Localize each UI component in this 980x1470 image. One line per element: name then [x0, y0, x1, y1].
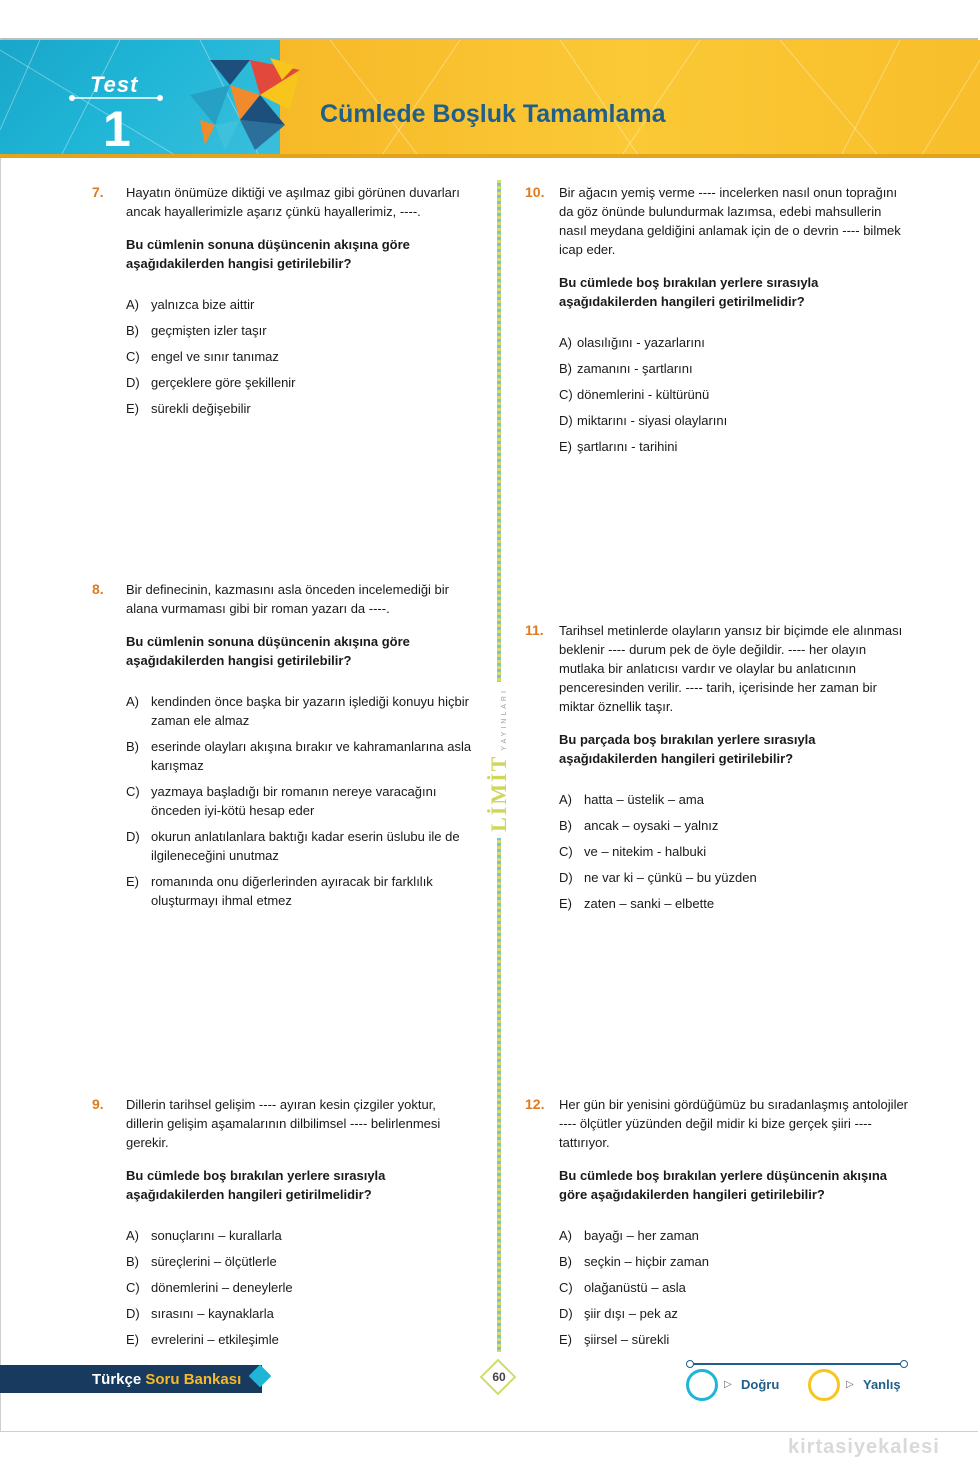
publisher-name: LİMİT — [486, 754, 511, 832]
score-line-end-dot — [900, 1360, 908, 1368]
option-letter: C) — [559, 387, 573, 402]
option-text: kendinden önce başka bir yazarın işlediği konuyu hiçbir zaman ele almaz — [151, 694, 469, 728]
answer-option[interactable] — [559, 1252, 909, 1271]
option-letter: E) — [126, 1332, 139, 1347]
book-title-suffix: Soru Bankası — [145, 1371, 242, 1388]
option-letter: A) — [559, 335, 572, 350]
page-title: Cümlede Boşluk Tamamlama — [320, 100, 666, 128]
option-letter: D) — [126, 1306, 140, 1321]
answer-option[interactable] — [126, 737, 476, 775]
book-title — [92, 1371, 241, 1388]
question-7 — [92, 183, 476, 425]
option-text: miktarını - siyasi olaylarını — [577, 413, 728, 428]
option-text: engel ve sınır tanımaz — [151, 349, 279, 364]
question-stem: Bir definecinin, kazmasını asla önceden incelemediği bir alana vurmaması gibi bir roman yazarı da ----. — [126, 582, 450, 616]
answer-options — [126, 1226, 476, 1349]
question-stem: Tarihsel metinlerde olayların yansız bir biçimde ele alınması beklenir ---- durum pek de öyle değildir. ---- her olayın mutlaka bir anlatıcısı vardır ve olaylar bu anlatıcının penceresinden verilir. ---- tarih, içerisinde her zaman bir miktar öznellik taşır. — [559, 623, 903, 714]
option-text: ne var ki – çünkü – bu yüzden — [584, 870, 757, 885]
answer-option[interactable] — [126, 373, 476, 392]
question-stem: Her gün bir yenisini gördüğümüz bu sıradanlaşmış antolojiler ---- ölçütler yüzünden değil midir ki bize gerçek şiiri ---- tattırıyor. — [559, 1097, 909, 1150]
option-letter: C) — [126, 349, 140, 364]
answer-option[interactable] — [126, 782, 476, 820]
option-letter: D) — [126, 375, 140, 390]
option-text: dönemlerini - kültürünü — [577, 387, 710, 402]
answer-option[interactable] — [126, 1330, 476, 1349]
answer-options — [559, 1226, 909, 1349]
question-number: 10. — [525, 184, 545, 200]
question-stem: Bir ağacın yemiş verme ---- incelerken nasıl onun toprağını da göz önünde bulundurmak lazımsa, edebi mahsullerin nasıl meydana geldiğini anlamak için de o devrin ---- bilmek icap eder. — [559, 185, 901, 257]
question-prompt: Bu cümlede boş bırakılan yerlere sırasıyla aşağıdakilerden hangileri getirilmelidir? — [559, 275, 819, 309]
option-text: geçmişten izler taşır — [151, 323, 267, 338]
option-letter: E) — [126, 874, 139, 889]
question-number: 11. — [525, 622, 544, 638]
answer-options — [559, 333, 909, 456]
option-letter: C) — [126, 1280, 140, 1295]
test-number: 1 — [103, 101, 131, 157]
option-letter: D) — [559, 413, 573, 428]
option-letter: C) — [126, 784, 140, 799]
answer-option[interactable] — [126, 872, 476, 910]
question-11 — [525, 621, 909, 920]
correct-arrow-icon: ▷ — [724, 1379, 732, 1390]
option-letter: A) — [126, 694, 139, 709]
option-letter: E) — [559, 896, 572, 911]
answer-options — [126, 692, 476, 910]
answer-option[interactable] — [126, 1226, 476, 1245]
question-12 — [525, 1095, 909, 1356]
answer-options — [559, 790, 909, 913]
wrong-label: Yanlış — [863, 1377, 901, 1392]
option-letter: C) — [559, 1280, 573, 1295]
option-text: okurun anlatılanlara baktığı kadar eserin üslubu ile de ilgileneceğini unutmaz — [151, 829, 460, 863]
answer-option[interactable] — [559, 385, 909, 404]
answer-option[interactable] — [126, 295, 476, 314]
answer-option[interactable] — [559, 411, 909, 430]
option-text: zaten – sanki – elbette — [584, 896, 715, 911]
option-text: bayağı – her zaman — [584, 1228, 699, 1243]
test-label: Test — [90, 72, 139, 97]
answer-option[interactable] — [559, 894, 909, 913]
option-letter: A) — [126, 1228, 139, 1243]
option-letter: B) — [126, 739, 139, 754]
question-10 — [525, 183, 909, 463]
option-letter: D) — [559, 1306, 573, 1321]
question-number: 7. — [92, 184, 104, 200]
option-text: sürekli değişebilir — [151, 401, 251, 416]
book-title-prefix: Türkçe — [92, 1371, 142, 1388]
score-line-start-dot — [686, 1360, 694, 1368]
answer-options — [126, 295, 476, 418]
question-prompt: Bu parçada boş bırakılan yerlere sırasıyla aşağıdakilerden hangileri getirilebilir? — [559, 732, 816, 766]
answer-option[interactable] — [559, 816, 909, 835]
option-text: yazmaya başladığı bir romanın nereye varacağını önceden iyi-kötü hesap eder — [151, 784, 437, 818]
option-letter: B) — [126, 1254, 139, 1269]
option-text: olağanüstü – asla — [584, 1280, 686, 1295]
question-prompt: Bu cümlede boş bırakılan yerlere düşüncenin akışına göre aşağıdakilerden hangileri getirilebilir? — [559, 1168, 888, 1202]
correct-label: Doğru — [741, 1377, 780, 1392]
page-number-badge — [475, 1362, 523, 1394]
option-text: süreçlerini – ölçütlerle — [151, 1254, 277, 1269]
publisher-subtitle: YAYINLARI — [501, 688, 508, 751]
option-letter: E) — [559, 439, 572, 454]
option-letter: D) — [126, 829, 140, 844]
answer-option[interactable] — [559, 437, 909, 456]
option-text: sırasını – kaynaklarla — [151, 1306, 274, 1321]
option-text: zamanını - şartlarını — [577, 361, 693, 376]
option-letter: C) — [559, 844, 573, 859]
question-number: 12. — [525, 1096, 545, 1112]
header-banner — [0, 40, 980, 158]
banner-geometric-art — [0, 40, 980, 158]
answer-option[interactable] — [126, 399, 476, 418]
option-text: evrelerini – etkileşimle — [151, 1332, 279, 1347]
option-text: şartlarını - tarihini — [577, 439, 678, 454]
option-text: ancak – oysaki – yalnız — [584, 818, 719, 833]
score-line — [690, 1363, 904, 1365]
option-letter: D) — [559, 870, 573, 885]
wrong-count-circle[interactable] — [808, 1369, 840, 1401]
answer-option[interactable] — [126, 1304, 476, 1323]
answer-option[interactable] — [559, 1304, 909, 1323]
answer-option[interactable] — [126, 827, 476, 865]
answer-option[interactable] — [559, 842, 909, 861]
option-letter: B) — [559, 818, 572, 833]
option-letter: B) — [559, 361, 572, 376]
option-letter: A) — [126, 297, 139, 312]
answer-option[interactable] — [126, 321, 476, 340]
option-text: dönemlerini – deneylerle — [151, 1280, 293, 1295]
correct-count-circle[interactable] — [686, 1369, 718, 1401]
option-text: seçkin – hiçbir zaman — [584, 1254, 709, 1269]
banner-bottom-rule — [0, 154, 980, 158]
option-text: romanında onu diğerlerinden ayıracak bir farklılık oluşturmayı ihmal etmez — [151, 874, 433, 908]
answer-option[interactable] — [559, 1226, 909, 1245]
answer-option[interactable] — [559, 333, 909, 352]
question-number: 9. — [92, 1096, 104, 1112]
option-text: şiir dışı – pek az — [584, 1306, 678, 1321]
page-number: 60 — [492, 1370, 506, 1384]
answer-option[interactable] — [559, 790, 909, 809]
option-letter: A) — [559, 792, 572, 807]
option-letter: A) — [559, 1228, 572, 1243]
question-prompt: Bu cümlenin sonuna düşüncenin akışına göre aşağıdakilerden hangisi getirilebilir? — [126, 634, 410, 668]
option-text: hatta – üstelik – ama — [584, 792, 704, 807]
question-prompt: Bu cümlede boş bırakılan yerlere sırasıyla aşağıdakilerden hangileri getirilmelidir? — [126, 1168, 386, 1202]
option-text: gerçeklere göre şekillenir — [151, 375, 296, 390]
watermark: kirtasiyekalesi — [788, 1436, 940, 1458]
answer-option[interactable] — [559, 359, 909, 378]
question-8 — [92, 580, 476, 917]
answer-option[interactable] — [126, 347, 476, 366]
answer-option[interactable] — [559, 1330, 909, 1349]
option-text: yalnızca bize aittir — [151, 297, 255, 312]
option-letter: E) — [559, 1332, 572, 1347]
option-letter: B) — [126, 323, 139, 338]
question-stem: Dillerin tarihsel gelişim ---- ayıran kesin çizgiler yoktur, dillerin gelişim aşamalarının dilbilimsel ---- belirlenmesi gerekir. — [126, 1097, 441, 1150]
option-letter: E) — [126, 401, 139, 416]
publisher-logo — [486, 682, 512, 838]
answer-option[interactable] — [126, 1252, 476, 1271]
question-number: 8. — [92, 581, 104, 597]
answer-option[interactable] — [559, 1278, 909, 1297]
option-text: şiirsel – sürekli — [584, 1332, 670, 1347]
option-text: ve – nitekim - halbuki — [584, 844, 707, 859]
option-letter: B) — [559, 1254, 572, 1269]
answer-option[interactable] — [126, 692, 476, 730]
option-text: sonuçlarını – kurallarla — [151, 1228, 282, 1243]
wrong-arrow-icon: ▷ — [846, 1379, 854, 1390]
question-9 — [92, 1095, 476, 1356]
answer-option[interactable] — [126, 1278, 476, 1297]
question-prompt: Bu cümlenin sonuna düşüncenin akışına göre aşağıdakilerden hangisi getirilebilir? — [126, 237, 410, 271]
question-stem: Hayatın önümüze diktiği ve aşılmaz gibi görünen duvarları ancak hayallerimizle aşarız çünkü hayallerimiz, ----. — [126, 185, 460, 219]
option-text: olasılığını - yazarlarını — [577, 335, 705, 350]
answer-option[interactable] — [559, 868, 909, 887]
option-text: eserinde olayları akışına bırakır ve kahramanlarına asla karışmaz — [151, 739, 472, 773]
